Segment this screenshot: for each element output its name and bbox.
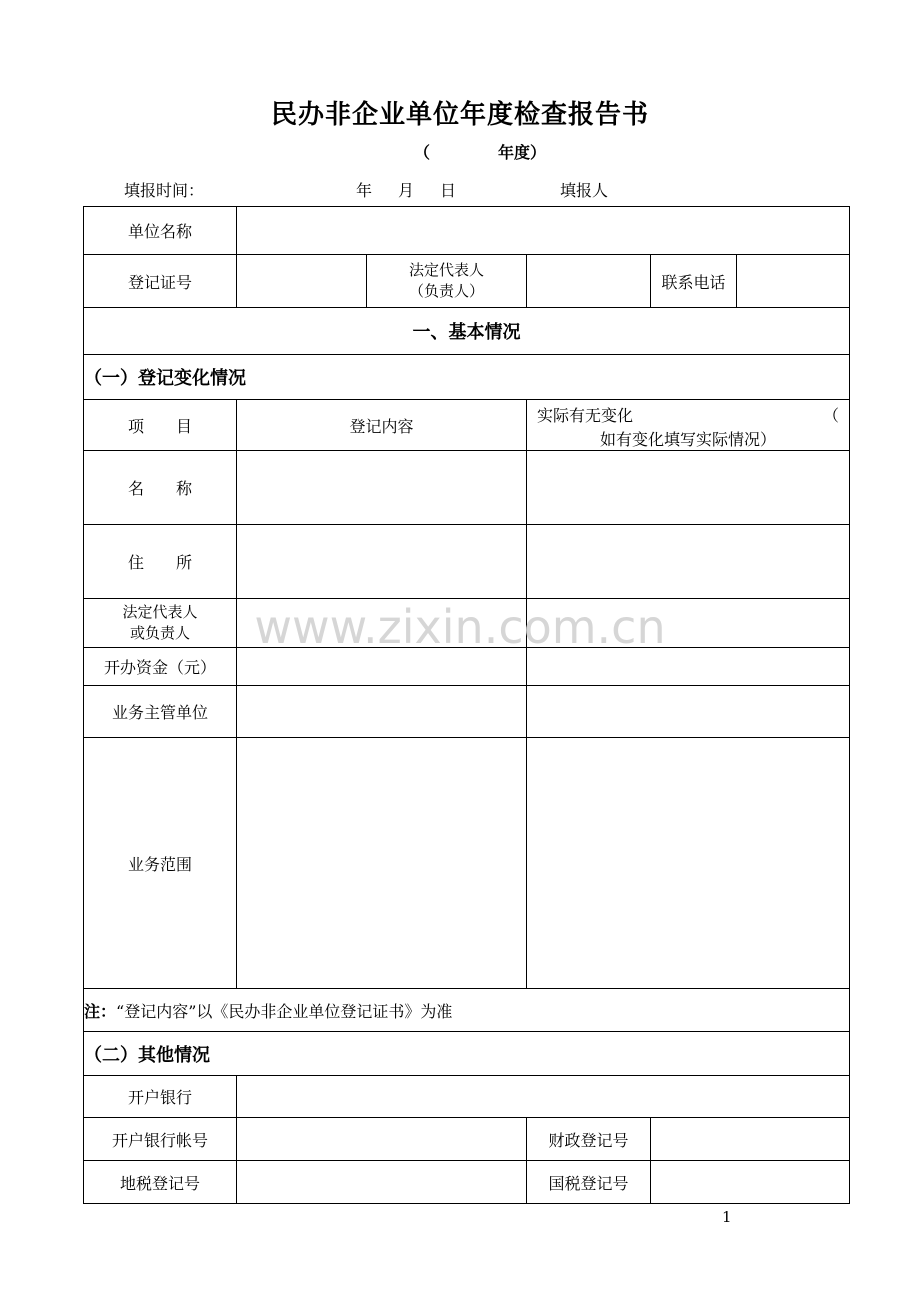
col-item-header: 项 目	[84, 400, 237, 451]
scope-reg-field[interactable]	[237, 738, 527, 989]
section-basic-info-title: 一、基本情况	[84, 308, 850, 355]
registration-note	[84, 989, 850, 1032]
year-open-paren: （	[414, 143, 431, 162]
subsection-other-info-title: （二）其他情况	[84, 1032, 850, 1076]
fill-year-label: 年	[356, 181, 373, 200]
bank-account-label: 开户银行帐号	[84, 1118, 237, 1161]
national-tax-reg-label: 国税登记号	[527, 1161, 651, 1204]
bank-field[interactable]	[237, 1076, 850, 1118]
page-number: 1	[722, 1208, 732, 1226]
legal-rep-field[interactable]	[527, 255, 651, 308]
legal-rep-label	[367, 255, 527, 308]
filler-label: 填报人	[560, 181, 609, 200]
inspection-form-table	[83, 206, 850, 1204]
row-supervisor-label: 业务主管单位	[84, 686, 237, 738]
bank-account-field[interactable]	[237, 1118, 527, 1161]
scope-actual-field[interactable]	[527, 738, 850, 989]
actual-change-note: 如有变化填写实际情况）	[600, 430, 777, 449]
unit-name-label: 单位名称	[84, 207, 237, 255]
page-title: 民办非企业单位年度检查报告书	[270, 100, 649, 130]
capital-actual-field[interactable]	[527, 648, 850, 686]
year-label: 年度）	[498, 143, 547, 162]
name-reg-field[interactable]	[237, 451, 527, 525]
finance-reg-label: 财政登记号	[527, 1118, 651, 1161]
legal-rep-reg-field[interactable]	[237, 599, 527, 648]
row-legal-rep-label	[84, 599, 237, 648]
supervisor-reg-field[interactable]	[237, 686, 527, 738]
fill-day-label: 日	[440, 181, 457, 200]
bank-label: 开户银行	[84, 1076, 237, 1118]
national-tax-reg-field[interactable]	[651, 1161, 850, 1204]
phone-field[interactable]	[737, 255, 850, 308]
row-name-label: 名 称	[84, 451, 237, 525]
note-prefix: 注：	[84, 1001, 117, 1021]
address-reg-field[interactable]	[237, 525, 527, 599]
actual-change-label: 实际有无变化	[537, 406, 634, 425]
local-tax-reg-label: 地税登记号	[84, 1161, 237, 1204]
unit-name-field[interactable]	[237, 207, 850, 255]
reg-no-label: 登记证号	[84, 255, 237, 308]
note-text: “登记内容”以《民办非企业单位登记证书》为准	[116, 1001, 453, 1021]
finance-reg-field[interactable]	[651, 1118, 850, 1161]
legal-rep-label-line1: 法定代表人	[408, 261, 484, 279]
actual-change-paren: （	[823, 406, 840, 425]
col-reg-content-header: 登记内容	[237, 400, 527, 451]
row-legal-rep-line1: 法定代表人	[122, 603, 198, 621]
legal-rep-actual-field[interactable]	[527, 599, 850, 648]
supervisor-actual-field[interactable]	[527, 686, 850, 738]
row-scope-label: 业务范围	[84, 738, 237, 989]
legal-rep-label-line2: （负责人）	[408, 282, 484, 300]
capital-reg-field[interactable]	[237, 648, 527, 686]
col-actual-change-header	[527, 400, 850, 451]
row-address-label: 住 所	[84, 525, 237, 599]
fill-time-label: 填报时间：	[124, 181, 205, 200]
watermark: www.zixin.com.cn	[254, 600, 666, 654]
reg-no-field[interactable]	[237, 255, 367, 308]
address-actual-field[interactable]	[527, 525, 850, 599]
phone-label: 联系电话	[651, 255, 737, 308]
name-actual-field[interactable]	[527, 451, 850, 525]
subsection-registration-changes-title: （一）登记变化情况	[84, 355, 850, 400]
row-capital-label: 开办资金（元）	[84, 648, 237, 686]
fill-month-label: 月	[398, 181, 415, 200]
row-legal-rep-line2: 或负责人	[129, 624, 190, 642]
local-tax-reg-field[interactable]	[237, 1161, 527, 1204]
